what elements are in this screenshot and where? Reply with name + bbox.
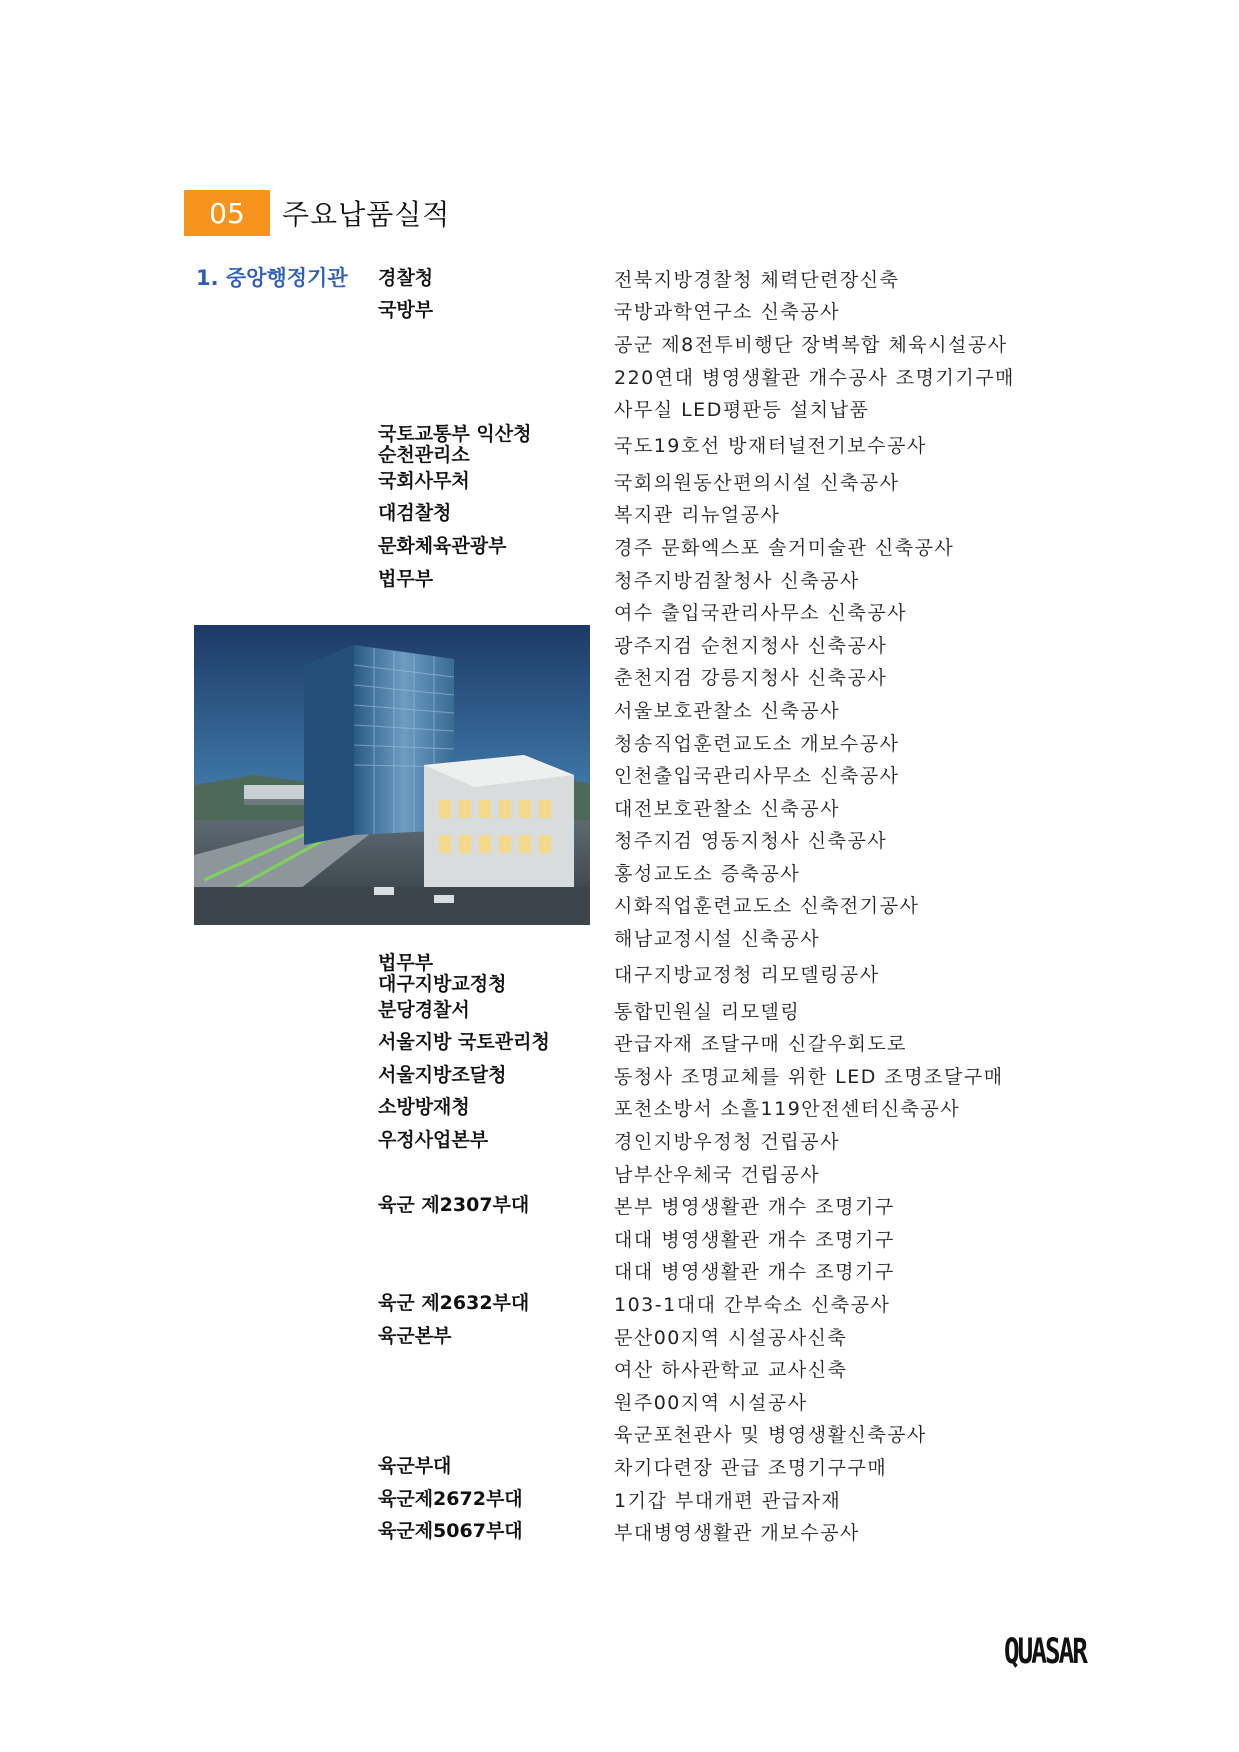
organization-name [378,953,614,995]
table-row [378,1092,1078,1125]
organization-name [378,503,614,524]
project-name: 국도19호선 방재터널전기보수공사 [614,435,927,458]
project-name: 경주 문화엑스포 솔거미술관 신축공사 [614,536,955,559]
organization-name-line: 육군부대 [378,1454,452,1477]
project-name: 전북지방경찰청 체력단련장신축 [614,268,900,291]
table-row [378,422,1078,466]
organization-name [378,536,614,557]
organization-name-line: 육군본부 [378,1324,452,1347]
organization-name [378,1032,614,1053]
section-title: 주요납품실적 [282,198,451,231]
organization-name-line: 순천관리소 [378,443,470,466]
organization-name [378,1489,614,1510]
project-name: 관급자재 조달구매 신갈우회도로 [614,1033,908,1056]
section-number: 05 [184,190,270,236]
table-row [378,951,1078,995]
company-logo: QUASAR [1004,1632,1086,1673]
project-name: 동청사 조명교체를 위한 LED 조명조달구매 [614,1065,1004,1088]
organization-name-line: 국토교통부 익산청 [378,422,532,445]
table-row [378,921,1078,954]
project-name: 220연대 병영생활관 개수공사 조명기기구매 [614,366,1015,389]
table-row [378,262,1078,295]
organization-name-line: 국방부 [378,299,434,322]
organization-name-line: 서울지방 국토관리청 [378,1031,550,1054]
table-row [378,1450,1078,1483]
organization-name-line: 육군 제2307부대 [378,1194,530,1217]
organization-name [378,424,614,466]
table-row [378,1255,1078,1288]
project-name: 사무실 LED평판등 설치납품 [614,399,870,422]
project-name: 103-1대대 간부숙소 신축공사 [614,1294,891,1317]
table-row [378,530,1078,563]
organization-name-line: 소방방재청 [378,1096,470,1119]
project-name: 춘천지검 강릉지청사 신축공사 [614,667,888,690]
organization-name-line: 육군제2672부대 [378,1487,523,1510]
project-name: 통합민원실 리모델링 [614,1000,801,1023]
category-heading: 1. 중앙행정기관 [196,266,348,290]
project-name: 광주지검 순천지청사 신축공사 [614,634,888,657]
organization-name [378,1130,614,1151]
project-name: 본부 병영생활관 개수 조명기구 [614,1196,895,1219]
organization-name [378,300,614,321]
project-name: 대전보호관찰소 신축공사 [614,797,840,820]
organization-name-line: 대검찰청 [378,502,452,525]
table-row [378,498,1078,531]
project-name: 대구지방교정청 리모델링공사 [614,964,880,987]
project-name: 부대병영생활관 개보수공사 [614,1522,860,1545]
project-name: 국방과학연구소 신축공사 [614,301,840,324]
project-name: 여수 출입국관리사무소 신축공사 [614,602,908,625]
table-row [378,1418,1078,1451]
organization-name-line: 국회사무처 [378,469,470,492]
project-name: 홍성교도소 증축공사 [614,862,801,885]
project-name: 복지관 리뉴얼공사 [614,504,781,527]
project-name: 국회의원동산편의시설 신축공사 [614,471,900,494]
organization-name [378,1456,614,1477]
table-row [378,1189,1078,1222]
table-row [378,1026,1078,1059]
organization-name [378,268,614,289]
table-row [378,360,1078,393]
project-name: 대대 병영생활관 개수 조명기구 [614,1261,895,1284]
organization-name [378,569,614,590]
organization-name [378,1521,614,1542]
table-row [378,994,1078,1027]
project-name: 문산00지역 시설공사신축 [614,1326,848,1349]
table-row [378,563,1078,596]
organization-name-line: 대구지방교정청 [378,972,507,995]
organization-name-line: 우정사업본부 [378,1129,489,1152]
project-name: 남부산우체국 건립공사 [614,1163,821,1186]
project-name: 시화직업훈련교도소 신축전기공사 [614,895,920,918]
table-row [378,1124,1078,1157]
table-row [378,1483,1078,1516]
table-row [378,1352,1078,1385]
table-row [378,295,1078,328]
project-name: 1기갑 부대개편 관급자재 [614,1489,842,1512]
building-photo [194,625,590,925]
table-row [378,465,1078,498]
organization-name [378,1326,614,1347]
section-header [184,190,450,236]
project-name: 청주지검 영동지청사 신축공사 [614,830,888,853]
project-name: 경인지방우정청 건립공사 [614,1131,840,1154]
project-name: 청송직업훈련교도소 개보수공사 [614,732,900,755]
table-row [378,1059,1078,1092]
table-row [378,327,1078,360]
project-name: 인천출입국관리사무소 신축공사 [614,765,900,788]
organization-name [378,471,614,492]
table-row [378,1385,1078,1418]
project-name: 서울보호관찰소 신축공사 [614,699,840,722]
table-row [378,1222,1078,1255]
organization-name-line: 육군 제2632부대 [378,1292,530,1315]
organization-name-line: 육군제5067부대 [378,1520,523,1543]
project-name: 청주지방검찰청사 신축공사 [614,569,860,592]
project-name: 대대 병영생활관 개수 조명기구 [614,1228,895,1251]
project-name: 원주00지역 시설공사 [614,1391,808,1414]
organization-name [378,1000,614,1021]
project-name: 여산 하사관학교 교사신축 [614,1359,848,1382]
organization-name-line: 분당경찰서 [378,998,470,1021]
organization-name-line: 법무부 [378,567,434,590]
organization-name-line: 서울지방조달청 [378,1063,507,1086]
organization-name-line: 문화체육관광부 [378,534,507,557]
organization-name [378,1195,614,1216]
organization-name-line: 경찰청 [378,266,434,289]
project-name: 차기다련장 관급 조명기구구매 [614,1456,888,1479]
project-name: 해남교정시설 신축공사 [614,928,821,951]
table-row [378,1515,1078,1548]
organization-name-line: 법무부 [378,951,434,974]
table-row [378,1287,1078,1320]
project-name: 육군포천관사 및 병영생활신축공사 [614,1424,927,1447]
table-row [378,1157,1078,1190]
table-row [378,1320,1078,1353]
table-row [378,595,1078,628]
project-name: 포천소방서 소흘119안전센터신축공사 [614,1098,961,1121]
project-name: 공군 제8전투비행단 장벽복합 체육시설공사 [614,333,1008,356]
organization-name [378,1293,614,1314]
table-row [378,392,1078,425]
organization-name [378,1097,614,1118]
organization-name [378,1065,614,1086]
